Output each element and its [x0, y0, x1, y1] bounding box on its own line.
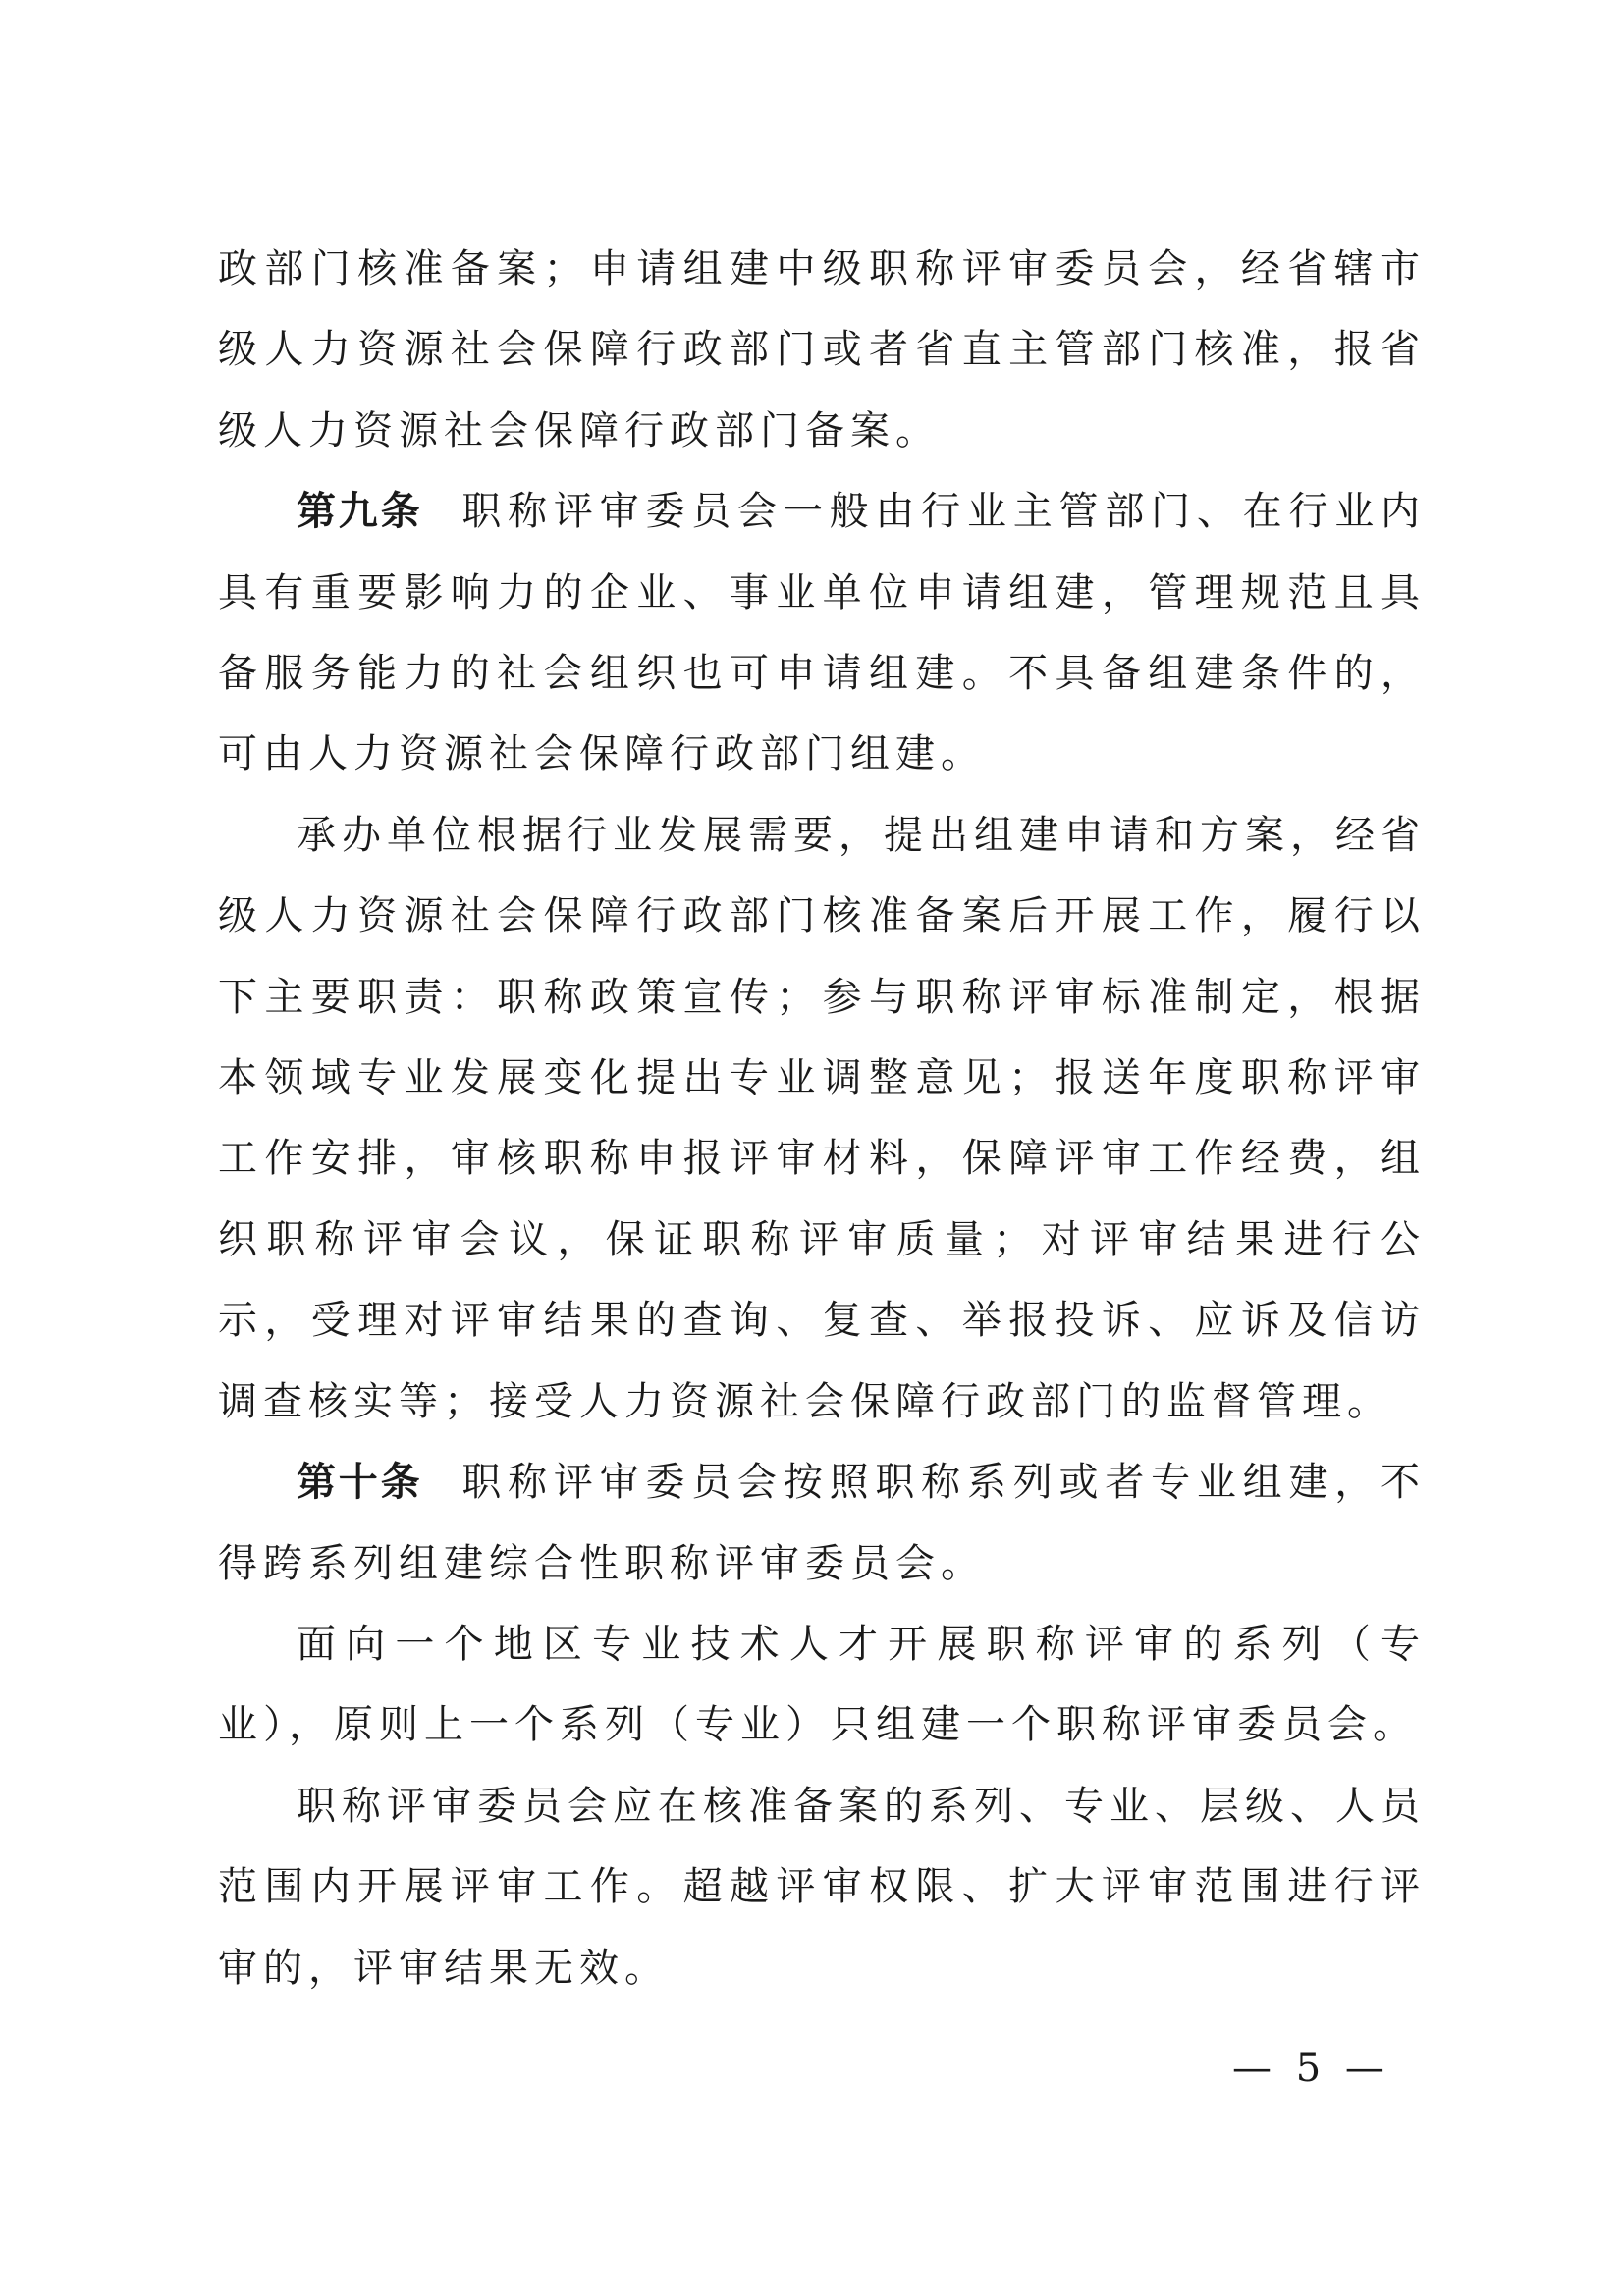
article-label: 第九条	[297, 489, 423, 535]
paragraph-6	[218, 1766, 1426, 2008]
paragraph-text: 职称评审委员会一般由行业主管部门、在行业内具有重要影响力的企业、事业单位申请组建，管理规范且具备服务能力的社会组织也可申请组建。不具备组建条件的，可由人力资源社会保障行政部门组建。	[218, 489, 1427, 777]
paragraph-text: 面向一个地区专业技术人才开展职称评审的系列（专业），原则上一个系列（专业）只组建一个职称评审委员会。	[218, 1621, 1426, 1748]
article-label: 第十条	[297, 1460, 423, 1506]
paragraph-article-10	[218, 1442, 1426, 1604]
page-number: — 5 —	[1232, 2046, 1390, 2091]
paragraph-text: 承办单位根据行业发展需要，提出组建申请和方案，经省级人力资源社会保障行政部门核准备案后开展工作，履行以下主要职责：职称政策宣传；参与职称评审标准制定，根据本领域专业发展变化提出专业调整意见；报送年度职称评审工作安排，审核职称申报评审材料，保障评审工作经费，组织职称评审会议，保证职称评审质量；对评审结果进行公示，受理对评审结果的查询、复查、举报投诉、应诉及信访调查核实等；接受人力资源社会保障行政部门的监督管理。	[218, 812, 1426, 1424]
paragraph-text: 政部门核准备案；申请组建中级职称评审委员会，经省辖市级人力资源社会保障行政部门或者省直主管部门核准，报省级人力资源社会保障行政部门备案。	[218, 246, 1426, 454]
paragraph-1	[218, 229, 1426, 471]
document-body	[218, 229, 1426, 2008]
paragraph-text: 职称评审委员会应在核准备案的系列、专业、层级、人员范围内开展评审工作。超越评审权限、扩大评审范围进行评审的，评审结果无效。	[218, 1783, 1426, 1991]
paragraph-article-9	[218, 471, 1426, 795]
paragraph-3	[218, 795, 1426, 1442]
paragraph-5	[218, 1604, 1426, 1766]
paragraph-text: 职称评审委员会按照职称系列或者专业组建，不得跨系列组建综合性职称评审委员会。	[218, 1460, 1427, 1586]
